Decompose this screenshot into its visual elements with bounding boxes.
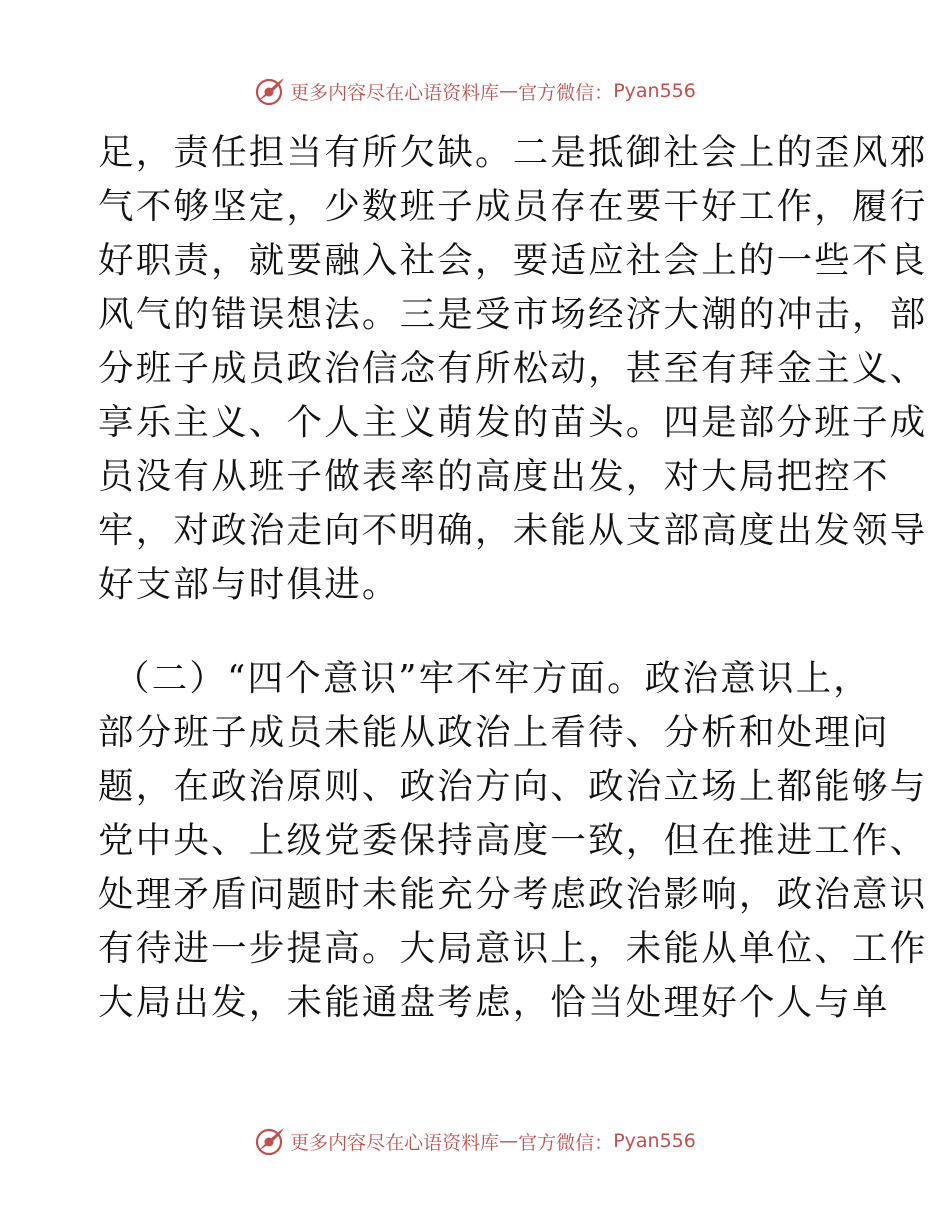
text-line: 好职责，就要融入社会，要适应社会上的一些不良: [98, 240, 928, 281]
text-line: 党中央、上级党委保持高度一致，但在推进工作、: [98, 820, 928, 861]
watermark-text: 更多内容尽在心语资料库: [290, 81, 500, 104]
text-line: 风气的错误想法。三是受市场经济大潮的冲击，部: [98, 294, 928, 335]
feather-logo-icon: [254, 75, 286, 107]
text-line: 题，在政治原则、政治方向、政治立场上都能够与: [98, 766, 928, 807]
text-line: 分班子成员政治信念有所松动，甚至有拜金主义、: [98, 348, 928, 389]
watermark-official-label: 官方微信：: [518, 81, 614, 104]
text-line: 享乐主义、个人主义萌发的苗头。四是部分班子成: [98, 402, 928, 443]
watermark-wechat-id: Pyan556: [613, 1130, 696, 1152]
watermark-separator: —: [499, 1130, 519, 1152]
watermark-text: 更多内容尽在心语资料库: [290, 1131, 500, 1154]
text-line: 员没有从班子做表率的高度出发，对大局把控不: [98, 456, 890, 497]
watermark-official-label: 官方微信：: [518, 1131, 614, 1154]
text-line: 大局出发，未能通盘考虑，恰当处理好个人与单: [98, 982, 890, 1023]
header-watermark: [0, 74, 950, 108]
feather-logo-icon: [254, 1125, 286, 1157]
text-line: 牢，对政治走向不明确，未能从支部高度出发领导: [98, 510, 928, 551]
text-line: 气不够坚定，少数班子成员存在要干好工作，履行: [98, 186, 928, 227]
text-line: 部分班子成员未能从政治上看待、分析和处理问: [98, 712, 890, 753]
document-body: [98, 126, 928, 1030]
footer-watermark: [0, 1124, 950, 1158]
watermark-wechat-id: Pyan556: [613, 80, 696, 102]
text-line: 足，责任担当有所欠缺。二是抵御社会上的歪风邪: [98, 132, 928, 173]
section-heading-line: （二）“四个意识”牢不牢方面。政治意识上，: [114, 658, 871, 699]
paragraph-spacer: [98, 612, 854, 652]
watermark-separator: —: [499, 80, 519, 102]
text-line: 好支部与时俱进。: [98, 564, 400, 605]
paragraph-2: [98, 652, 928, 1030]
paragraph-1: [98, 126, 928, 612]
text-line: 处理矛盾问题时未能充分考虑政治影响，政治意识: [98, 874, 928, 915]
text-line: 有待进一步提高。大局意识上，未能从单位、工作: [98, 928, 928, 969]
